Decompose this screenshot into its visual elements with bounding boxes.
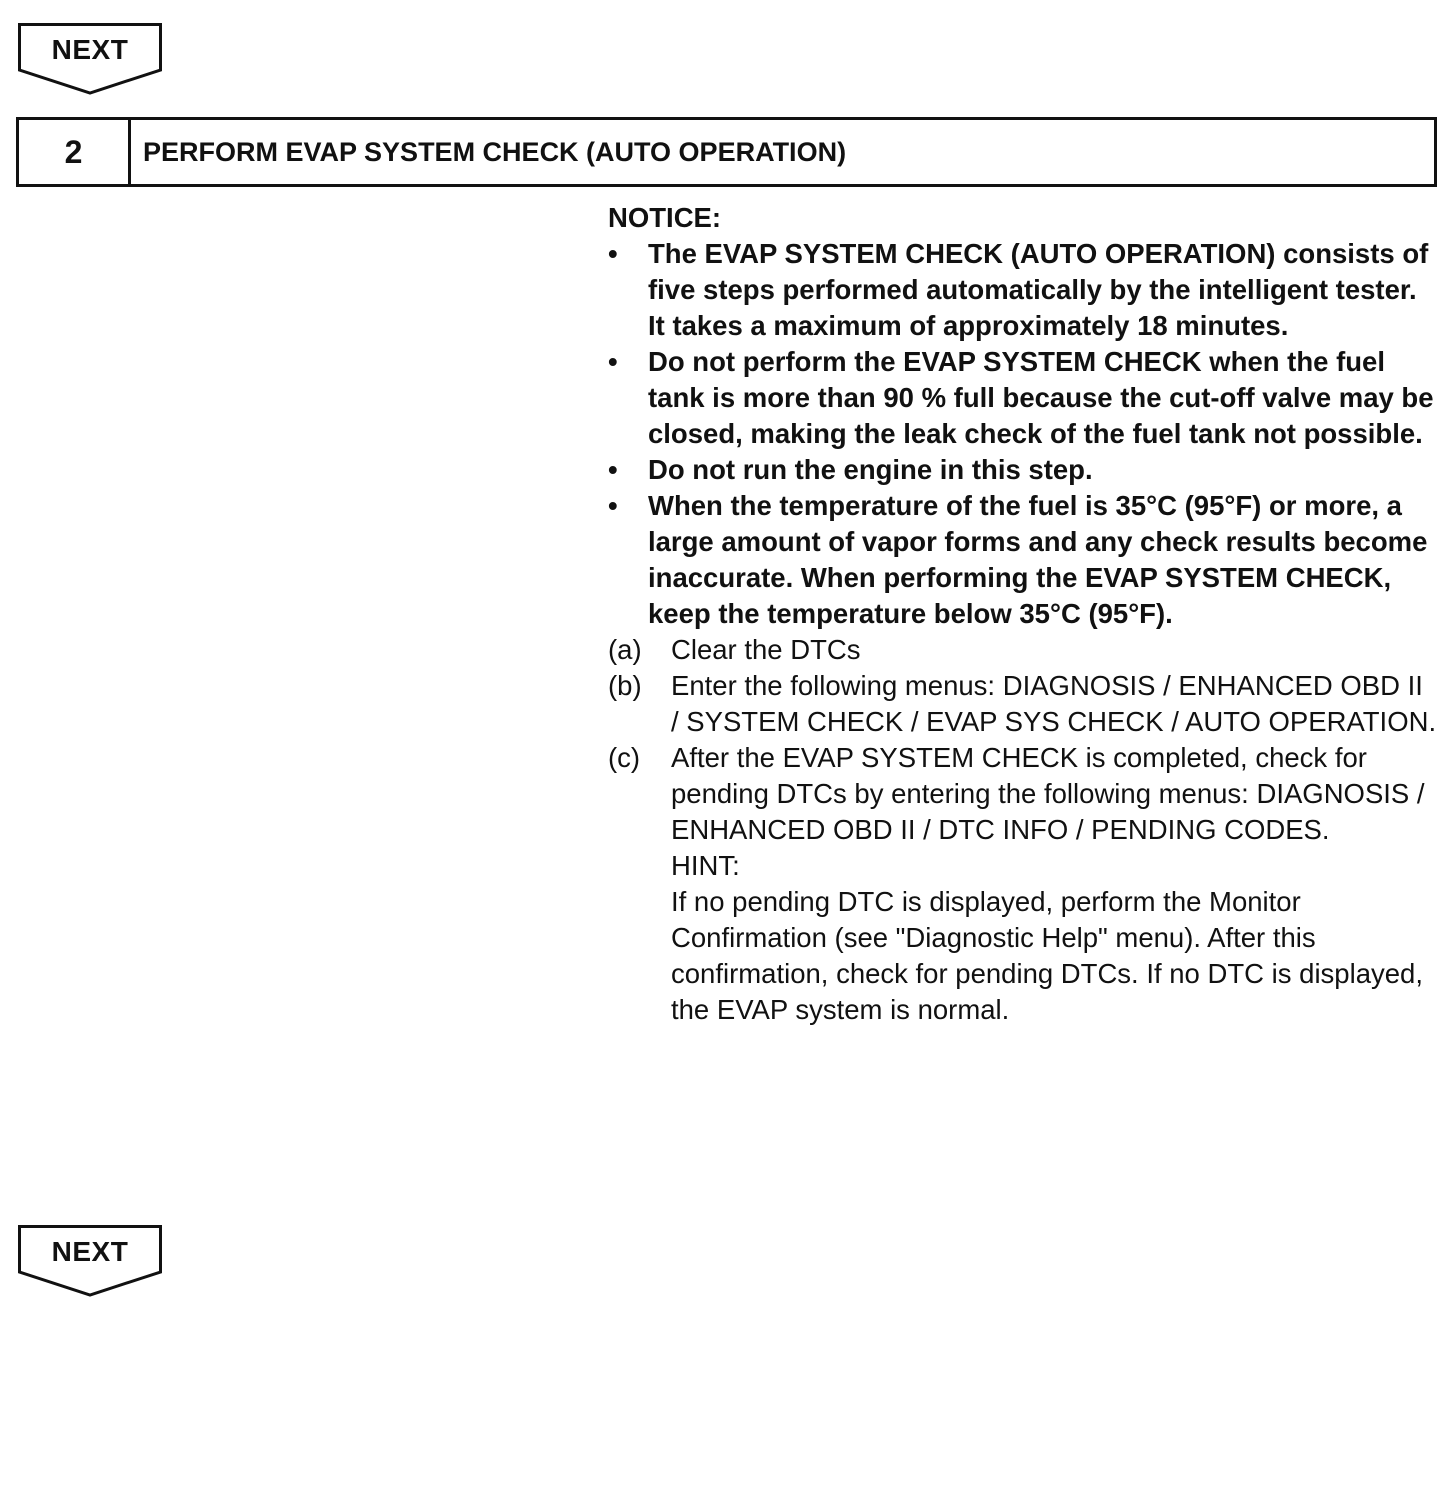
procedure-step-body [671,740,1438,1028]
step-number: 2 [19,120,131,184]
step-header [16,117,1437,187]
procedure-step-marker: (c) [608,742,641,773]
next-button-label: NEXT [51,34,129,65]
notice-item [608,452,1438,488]
notice-item [608,488,1438,632]
procedure-step-marker: (a) [608,634,642,665]
next-button-top[interactable] [18,23,162,95]
procedure-step-marker: (b) [608,670,642,701]
hint-text: If no pending DTC is displayed, perform the Monitor Confirmation (see "Diagnostic Help" menu). After this confirmation, check for pending DTCs. If no DTC is displayed, the EVAP system is normal. [671,886,1423,1025]
procedure-step-c [608,740,1438,1028]
bullet-icon: • [608,238,618,269]
step-title: PERFORM EVAP SYSTEM CHECK (AUTO OPERATION) [143,136,847,167]
next-button-label: NEXT [51,1236,129,1267]
next-button-bottom[interactable] [18,1225,162,1297]
notice-item-text: Do not run the engine in this step. [648,454,1093,485]
notice-item-text: Do not perform the EVAP SYSTEM CHECK when the fuel tank is more than 90 % full because the cut-off valve may be closed, making the leak check of the fuel tank not possible. [648,346,1434,449]
bullet-icon: • [608,490,618,521]
procedure-step-a [608,632,1438,668]
notice-item-text: When the temperature of the fuel is 35°C (95°F) or more, a large amount of vapor forms and any check results become inaccurate. When performing the EVAP SYSTEM CHECK, keep the temperature below 35°C (95°F). [648,490,1428,629]
notice-item [608,236,1438,344]
notice-heading: NOTICE: [608,202,722,233]
notice-item [608,344,1438,452]
bullet-icon: • [608,454,618,485]
step-content [608,200,1438,1028]
bullet-icon: • [608,346,618,377]
procedure-step-text: Clear the DTCs [671,634,861,665]
procedure-step-b [608,668,1438,740]
procedure-step-text: After the EVAP SYSTEM CHECK is completed, check for pending DTCs by entering the following menus: DIAGNOSIS / ENHANCED OBD II / DTC INFO / PENDING CODES. [671,742,1425,845]
hint-label: HINT: [671,850,740,881]
procedure-step-text: Enter the following menus: DIAGNOSIS / ENHANCED OBD II / SYSTEM CHECK / EVAP SYS CHECK / AUTO OPERATION. [671,670,1437,737]
notice-item-text: The EVAP SYSTEM CHECK (AUTO OPERATION) consists of five steps performed automatically by the intelligent tester. It takes a maximum of approximately 18 minutes. [648,238,1429,341]
